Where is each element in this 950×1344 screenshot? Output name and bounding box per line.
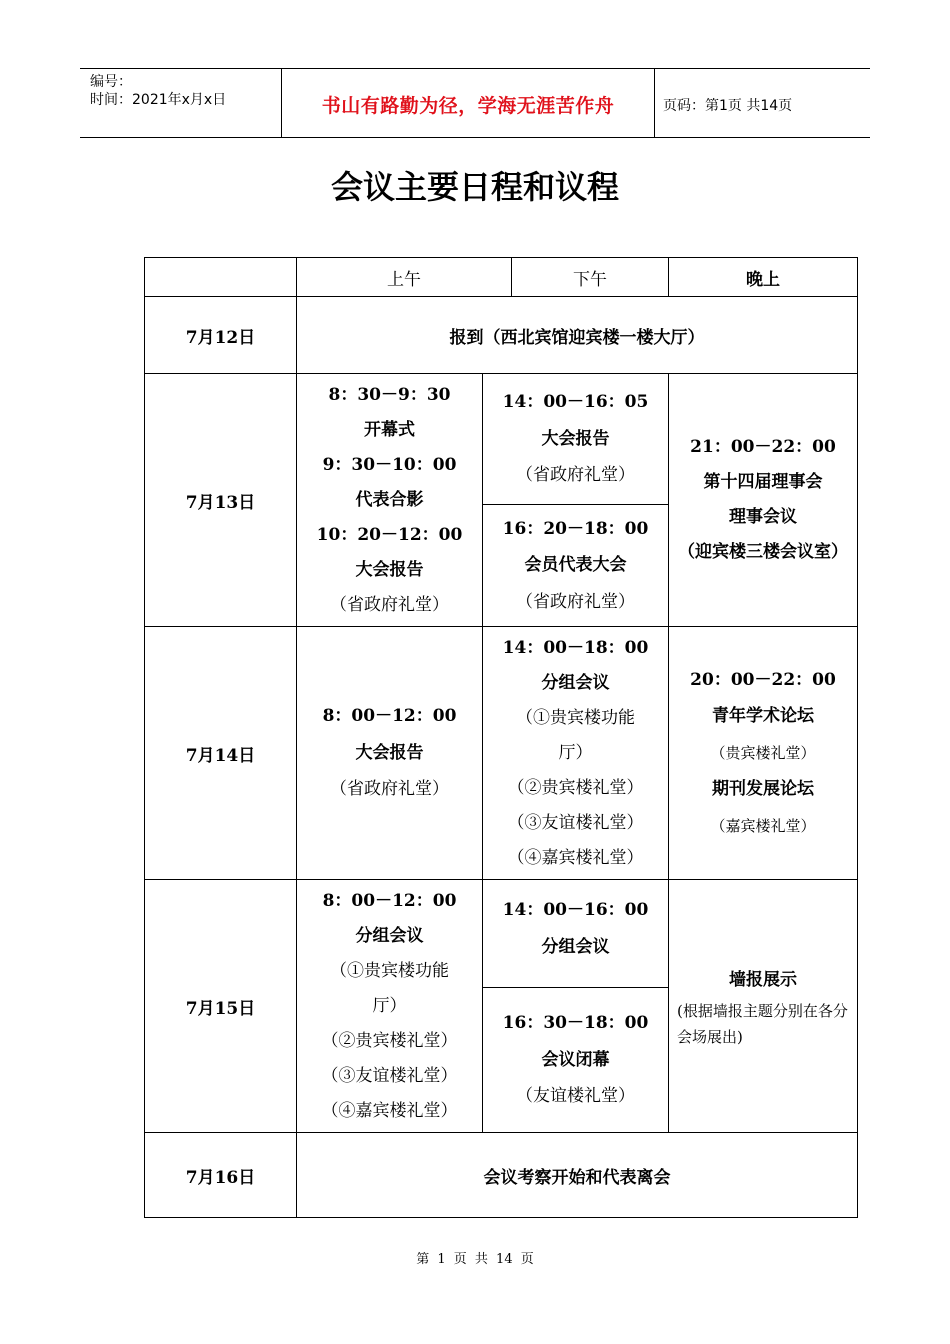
time-range: 8：30－9：30	[328, 384, 451, 405]
note: (根据墙报主题分别在各分会场展出)	[677, 1002, 848, 1046]
table-row-d16	[145, 1133, 858, 1218]
header-page-cell	[655, 69, 870, 137]
time-range: 14：00－16：00	[502, 900, 649, 920]
afternoon-cell-2	[483, 505, 669, 627]
motto: 书山有路勤为径，学海无涯苦作舟	[321, 95, 615, 117]
venue: （④嘉宾楼礼堂）	[507, 847, 644, 868]
document-date: 时间：2021年x月x日	[90, 92, 227, 108]
evening-cell	[669, 880, 858, 1133]
venue: （省政府礼堂）	[330, 779, 449, 800]
venue: （④嘉宾楼礼堂）	[321, 1100, 458, 1121]
event: 理事会议	[729, 507, 797, 527]
afternoon-cell-1	[483, 374, 669, 505]
date-cell: 7月15日	[145, 880, 297, 1133]
time-range: 16：20－18：00	[502, 518, 649, 539]
event: 期刊发展论坛	[712, 779, 814, 800]
time-range: 21：00－22：00	[690, 437, 836, 457]
allday-cell: 会议考察开始和代表离会	[297, 1133, 858, 1218]
venue: （省政府礼堂）	[516, 591, 635, 612]
time-range: 8：00－12：00	[322, 890, 457, 911]
afternoon-cell	[483, 627, 669, 880]
allday-cell: 报到（西北宾馆迎宾楼一楼大厅）	[297, 297, 858, 374]
event: 会议闭幕	[541, 1049, 610, 1070]
venue: （省政府礼堂）	[330, 594, 449, 615]
date-cell: 7月12日	[145, 297, 297, 374]
schedule-table	[144, 257, 858, 1218]
column-header-afternoon: 下午	[512, 258, 669, 297]
header-meta	[80, 69, 282, 137]
date-cell: 7月16日	[145, 1133, 297, 1218]
page-info: 页码：第1页 共14页	[663, 98, 793, 114]
time-range: 10：20－12：00	[316, 524, 463, 545]
event: 分组会议	[355, 925, 424, 946]
event: 开幕式	[364, 419, 415, 440]
column-header-morning: 上午	[297, 258, 512, 297]
event: 代表合影	[355, 489, 424, 510]
venue: （①贵宾楼功能	[330, 960, 449, 981]
venue: 厅）	[372, 995, 407, 1016]
document-number: 编号：	[90, 74, 132, 90]
venue: （②贵宾楼礼堂）	[507, 777, 644, 798]
event: 会员代表大会	[524, 555, 627, 576]
venue: （②贵宾楼礼堂）	[321, 1030, 458, 1051]
time-range: 14：00－16：05	[502, 392, 649, 413]
table-row-d14	[145, 627, 858, 880]
column-header-date	[145, 258, 297, 297]
evening-cell	[669, 627, 858, 880]
event: 大会报告	[541, 428, 610, 449]
page-title: 会议主要日程和议程	[330, 168, 619, 206]
morning-cell	[297, 880, 483, 1133]
venue: （省政府礼堂）	[516, 465, 635, 486]
date-cell: 7月14日	[145, 627, 297, 880]
afternoon-cell-2	[483, 988, 669, 1133]
venue: （贵宾楼礼堂）	[710, 743, 816, 762]
time-range: 16：30－18：00	[502, 1013, 649, 1034]
column-header-evening: 晚上	[669, 258, 858, 297]
venue: （嘉宾楼礼堂）	[710, 816, 816, 835]
evening-cell	[669, 374, 858, 627]
table-row-d13	[145, 374, 858, 505]
venue: （③友谊楼礼堂）	[507, 812, 644, 833]
document-header	[80, 68, 870, 138]
table-row-d15	[145, 880, 858, 988]
venue: （友谊楼礼堂）	[516, 1086, 635, 1107]
event: 第十四届理事会	[703, 472, 823, 492]
time-range: 8：00－12：00	[322, 706, 457, 727]
time-range: 20：00－22：00	[690, 669, 836, 690]
venue: 厅）	[558, 742, 593, 763]
event: 青年学术论坛	[712, 706, 814, 727]
event: 大会报告	[355, 742, 424, 763]
morning-cell	[297, 374, 483, 627]
event: 大会报告	[355, 559, 424, 580]
event: 分组会议	[541, 672, 610, 693]
morning-cell	[297, 627, 483, 880]
venue: （③友谊楼礼堂）	[321, 1065, 458, 1086]
table-header-row	[145, 258, 858, 297]
event: 分组会议	[541, 936, 610, 957]
venue: （迎宾楼三楼会议室）	[678, 542, 848, 562]
page-footer: 第 1 页 共 14 页	[416, 1252, 534, 1267]
time-range: 14：00－18：00	[502, 637, 649, 658]
event: 墙报展示	[729, 970, 797, 990]
afternoon-cell-1	[483, 880, 669, 988]
venue: （①贵宾楼功能	[516, 707, 635, 728]
header-motto-cell	[282, 69, 655, 137]
time-range: 9：30－10：00	[322, 454, 457, 475]
table-row-d12	[145, 297, 858, 374]
date-cell: 7月13日	[145, 374, 297, 627]
